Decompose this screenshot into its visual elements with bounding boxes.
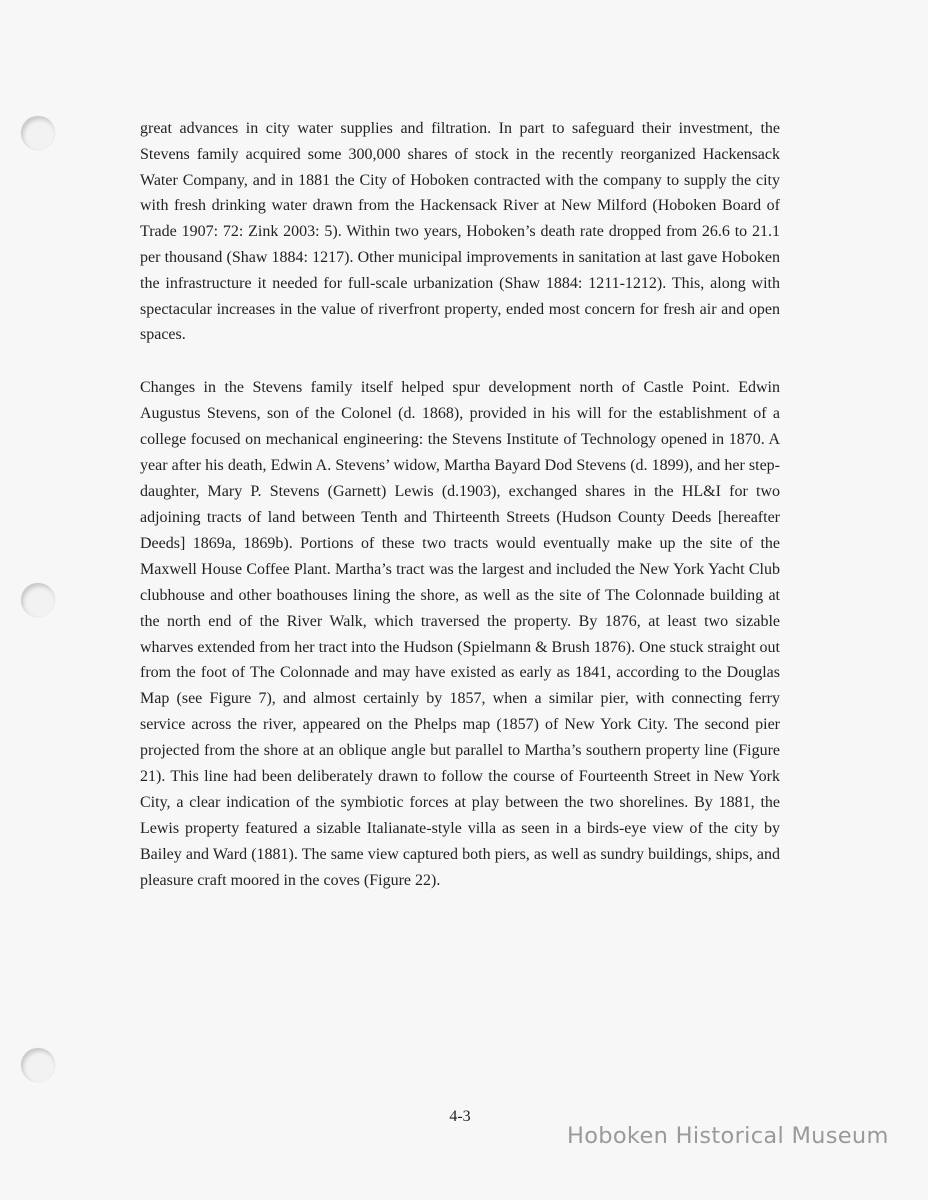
page-number: 4-3 [449, 1108, 471, 1125]
punch-hole-top [21, 116, 55, 150]
paragraph-text: great advances in city water supplies and filtration. In part to safeguard their investment, the Stevens family acquired some 300,000 shares of stock in the recently reorganized Hackensack Water Company, and in 1881 the City of Hoboken contracted with the company to supply the city with fresh drinking water drawn from the Hackensack River at New Milford (Hoboken Board of Trade 1907: 72: Zink 2003: 5). Within two years, Hoboken’s death rate dropped from 26.6 to 21.1 per thousand (Shaw 1884: 1217). Other municipal improvements in sanitation at last gave Hoboken the infrastructure it needed for full-scale urbanization (Shaw 1884: 1211-1212). This, along with spectacular increases in the value of riverfront property, ended most concern for fresh air and open spaces. [140, 120, 780, 344]
paragraph-text: Changes in the Stevens family itself helped spur development north of Castle Point. Edwin Augustus Stevens, son of the Colonel (d. 1868), provided in his will for the establishment of a college focused on mechanical engineering: the Stevens Institute of Technology opened in 1870. A year after his death, Edwin A. Stevens’ widow, Martha Bayard Dod Stevens (d. 1899), and her step-daughter, Mary P. Stevens (Garnett) Lewis (d.1903), exchanged shares in the HL&I for two adjoining tracts of land between Tenth and Thirteenth Streets (Hudson County Deeds [hereafter Deeds] 1869a, 1869b). Portions of these two tracts would eventually make up the site of the Maxwell House Coffee Plant. Martha’s tract was the largest and included the New York Yacht Club clubhouse and other boathouses lining the shore, as well as the site of The Colonnade building at the north end of the River Walk, which traversed the property. By 1876, at least two sizable wharves extended from her tract into the Hudson (Spielmann & Brush 1876). One stuck straight out from the foot of The Colonnade and may have existed as early as 1841, according to the Douglas Map (see Figure 7), and almost certainly by 1857, when a similar pier, with connecting ferry service across the river, appeared on the Phelps map (1857) of New York City. The second pier projected from the shore at an oblique angle but parallel to Martha’s southern property line (Figure 21). This line had been deliberately drawn to follow the course of Fourteenth Street in New York City, a clear indication of the symbiotic forces at play between the two shorelines. By 1881, the Lewis property featured a sizable Italianate-style villa as seen in a birds-eye view of the city by Bailey and Ward (1881). The same view captured both piers, as well as sundry buildings, ships, and pleasure craft moored in the coves (Figure 22). [140, 379, 780, 890]
punch-hole-bottom [21, 1048, 55, 1082]
body-paragraph-1 [140, 116, 780, 348]
watermark: Hoboken Historical Museum [567, 1123, 889, 1149]
punch-hole-middle [21, 583, 55, 617]
body-paragraph-2 [140, 375, 780, 894]
